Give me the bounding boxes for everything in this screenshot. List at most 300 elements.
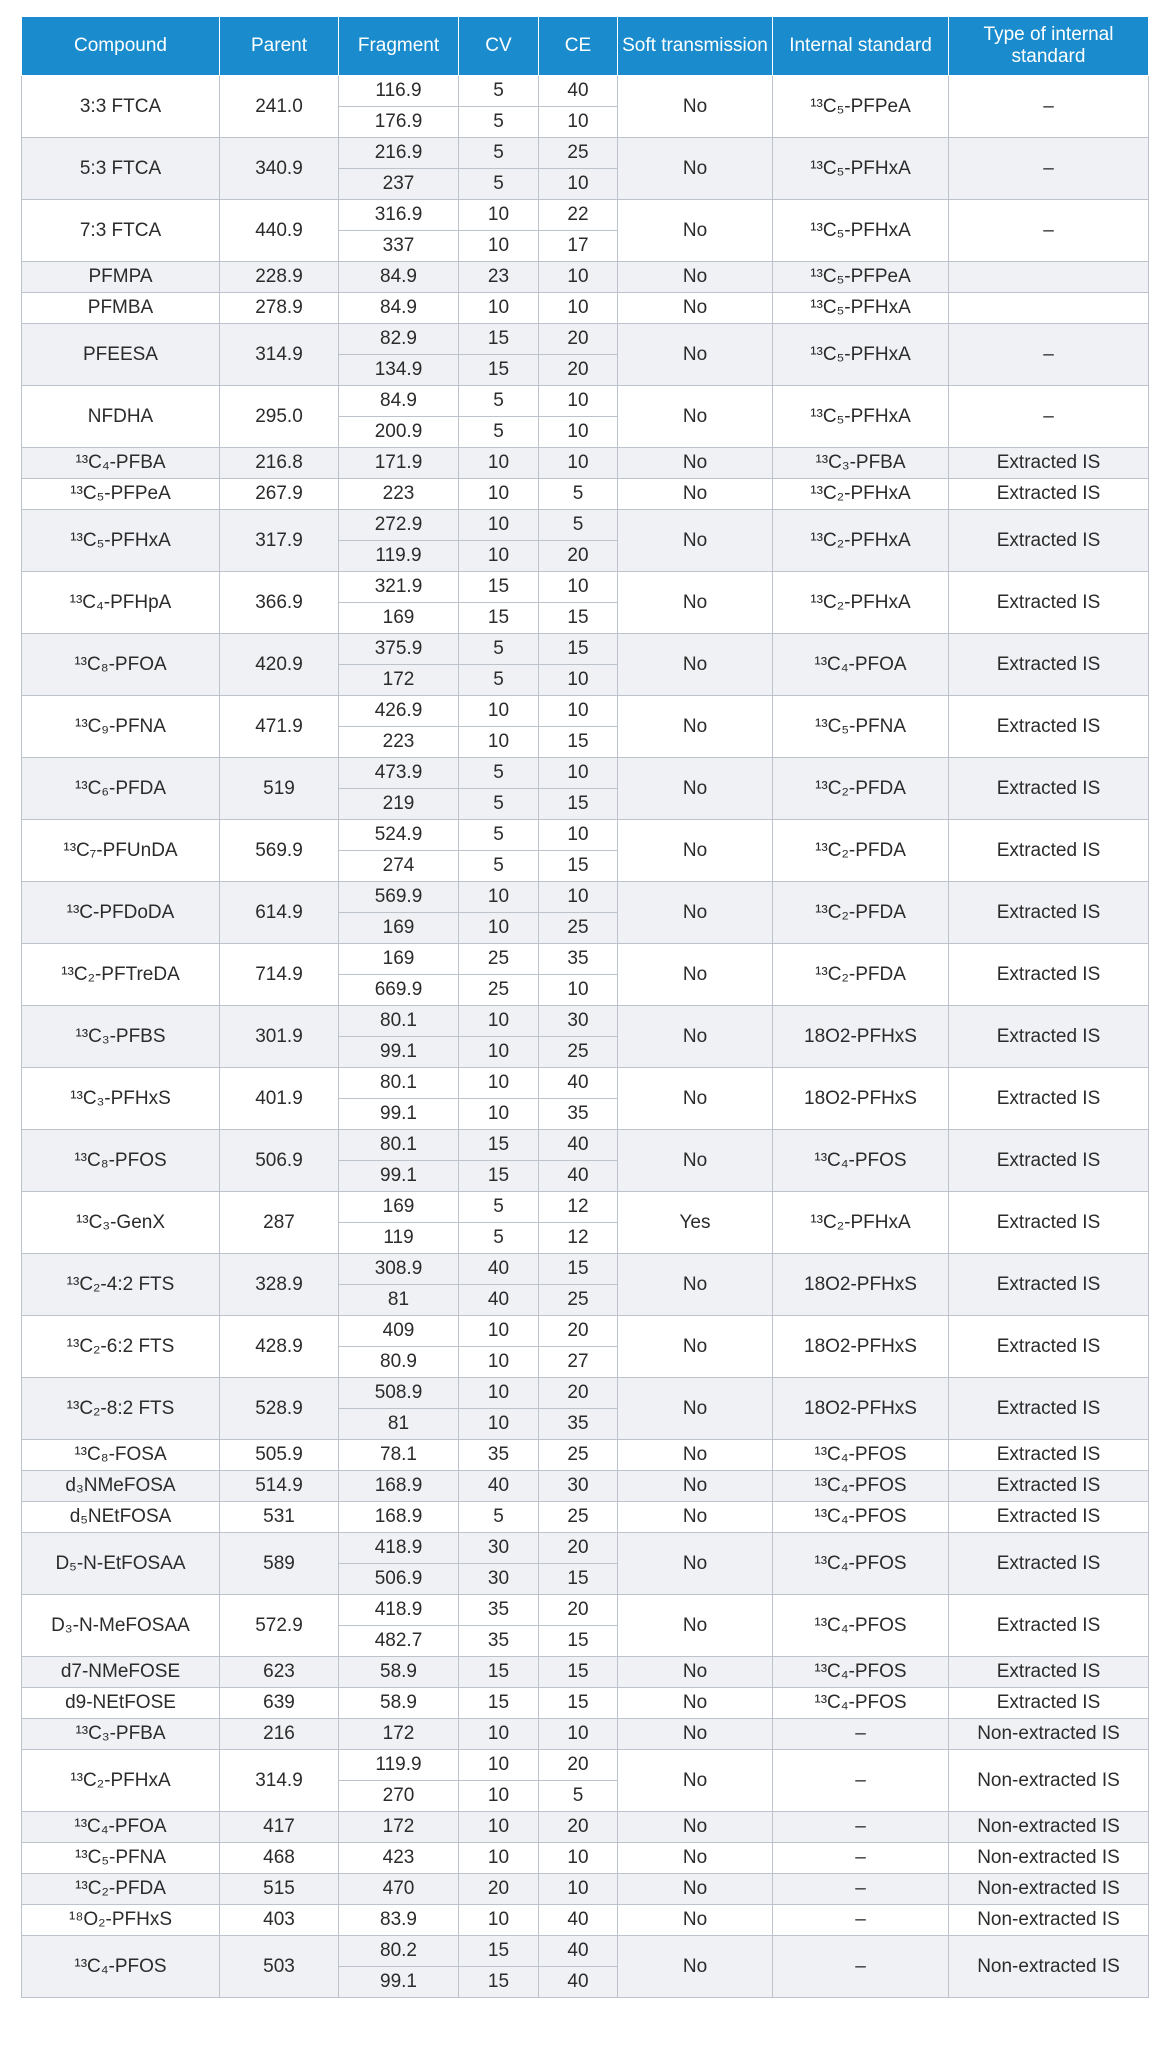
internal-standard-cell: ¹³C₄-PFOS bbox=[773, 1502, 949, 1533]
internal-standard-type-cell: – bbox=[949, 386, 1149, 448]
cv-cell: 15 bbox=[459, 1967, 539, 1998]
table-row bbox=[22, 76, 1149, 107]
internal-standard-cell: ¹³C₅-PFPeA bbox=[773, 76, 949, 138]
internal-standard-type-cell bbox=[949, 293, 1149, 324]
table-row bbox=[22, 262, 1149, 293]
table-row bbox=[22, 1316, 1149, 1347]
internal-standard-type-cell: Extracted IS bbox=[949, 1316, 1149, 1378]
fragment-cell: 508.9 bbox=[339, 1378, 459, 1409]
soft-transmission-cell: No bbox=[618, 944, 773, 1006]
internal-standard-type-cell: Extracted IS bbox=[949, 479, 1149, 510]
compound-cell: ¹³C₃-GenX bbox=[22, 1192, 220, 1254]
internal-standard-cell: ¹³C₂-PFDA bbox=[773, 758, 949, 820]
header-internal-standard: Internal standard bbox=[773, 17, 949, 76]
parent-cell: 569.9 bbox=[220, 820, 339, 882]
parent-cell: 468 bbox=[220, 1843, 339, 1874]
internal-standard-cell: ¹³C₂-PFHxA bbox=[773, 572, 949, 634]
ce-cell: 25 bbox=[539, 913, 618, 944]
soft-transmission-cell: No bbox=[618, 1812, 773, 1843]
cv-cell: 20 bbox=[459, 1874, 539, 1905]
table-row bbox=[22, 572, 1149, 603]
soft-transmission-cell: No bbox=[618, 1502, 773, 1533]
compound-cell: ¹³C₄-PFBA bbox=[22, 448, 220, 479]
cv-cell: 5 bbox=[459, 417, 539, 448]
fragment-cell: 270 bbox=[339, 1781, 459, 1812]
ce-cell: 30 bbox=[539, 1006, 618, 1037]
compound-cell: d₅NEtFOSA bbox=[22, 1502, 220, 1533]
internal-standard-type-cell: Extracted IS bbox=[949, 820, 1149, 882]
ce-cell: 10 bbox=[539, 417, 618, 448]
soft-transmission-cell: No bbox=[618, 262, 773, 293]
fragment-cell: 169 bbox=[339, 944, 459, 975]
table-row bbox=[22, 758, 1149, 789]
parent-cell: 267.9 bbox=[220, 479, 339, 510]
cv-cell: 5 bbox=[459, 758, 539, 789]
compound-cell: ¹³C₃-PFBA bbox=[22, 1719, 220, 1750]
compound-cell: PFEESA bbox=[22, 324, 220, 386]
table-row bbox=[22, 1595, 1149, 1626]
internal-standard-type-cell: Extracted IS bbox=[949, 448, 1149, 479]
fragment-cell: 99.1 bbox=[339, 1099, 459, 1130]
fragment-cell: 116.9 bbox=[339, 76, 459, 107]
ce-cell: 10 bbox=[539, 696, 618, 727]
table-row bbox=[22, 1719, 1149, 1750]
internal-standard-type-cell: Extracted IS bbox=[949, 1471, 1149, 1502]
cv-cell: 10 bbox=[459, 448, 539, 479]
ce-cell: 15 bbox=[539, 603, 618, 634]
cv-cell: 15 bbox=[459, 1936, 539, 1967]
compound-cell: 5:3 FTCA bbox=[22, 138, 220, 200]
ce-cell: 10 bbox=[539, 448, 618, 479]
cv-cell: 40 bbox=[459, 1285, 539, 1316]
parent-cell: 287 bbox=[220, 1192, 339, 1254]
parent-cell: 614.9 bbox=[220, 882, 339, 944]
cv-cell: 10 bbox=[459, 1812, 539, 1843]
ce-cell: 10 bbox=[539, 758, 618, 789]
soft-transmission-cell: No bbox=[618, 1533, 773, 1595]
compound-cell: PFMBA bbox=[22, 293, 220, 324]
fragment-cell: 321.9 bbox=[339, 572, 459, 603]
soft-transmission-cell: No bbox=[618, 510, 773, 572]
parent-cell: 440.9 bbox=[220, 200, 339, 262]
internal-standard-type-cell: Extracted IS bbox=[949, 1130, 1149, 1192]
ce-cell: 15 bbox=[539, 851, 618, 882]
parent-cell: 228.9 bbox=[220, 262, 339, 293]
soft-transmission-cell: No bbox=[618, 76, 773, 138]
parent-cell: 515 bbox=[220, 1874, 339, 1905]
compound-cell: ¹³C₄-PFHpA bbox=[22, 572, 220, 634]
table-row bbox=[22, 1254, 1149, 1285]
internal-standard-cell: – bbox=[773, 1905, 949, 1936]
soft-transmission-cell: No bbox=[618, 138, 773, 200]
cv-cell: 15 bbox=[459, 1161, 539, 1192]
cv-cell: 10 bbox=[459, 479, 539, 510]
ce-cell: 35 bbox=[539, 1099, 618, 1130]
internal-standard-cell: ¹³C₅-PFHxA bbox=[773, 324, 949, 386]
fragment-cell: 172 bbox=[339, 665, 459, 696]
fragment-cell: 58.9 bbox=[339, 1657, 459, 1688]
internal-standard-cell: ¹³C₂-PFDA bbox=[773, 882, 949, 944]
fragment-cell: 78.1 bbox=[339, 1440, 459, 1471]
compound-cell: ¹³C₆-PFDA bbox=[22, 758, 220, 820]
header-parent: Parent bbox=[220, 17, 339, 76]
compound-cell: ¹³C₂-PFHxA bbox=[22, 1750, 220, 1812]
cv-cell: 15 bbox=[459, 603, 539, 634]
fragment-cell: 80.9 bbox=[339, 1347, 459, 1378]
fragment-cell: 237 bbox=[339, 169, 459, 200]
ce-cell: 40 bbox=[539, 1967, 618, 1998]
ce-cell: 40 bbox=[539, 1068, 618, 1099]
parent-cell: 216.8 bbox=[220, 448, 339, 479]
fragment-cell: 272.9 bbox=[339, 510, 459, 541]
compound-cell: ¹³C₅-PFPeA bbox=[22, 479, 220, 510]
table-row bbox=[22, 696, 1149, 727]
internal-standard-cell: – bbox=[773, 1936, 949, 1998]
table-body bbox=[22, 76, 1149, 1998]
fragment-cell: 337 bbox=[339, 231, 459, 262]
ce-cell: 5 bbox=[539, 510, 618, 541]
soft-transmission-cell: Yes bbox=[618, 1192, 773, 1254]
ce-cell: 15 bbox=[539, 1564, 618, 1595]
ce-cell: 15 bbox=[539, 1688, 618, 1719]
cv-cell: 10 bbox=[459, 696, 539, 727]
header-type-of-internal-standard: Type of internal standard bbox=[949, 17, 1149, 76]
cv-cell: 35 bbox=[459, 1595, 539, 1626]
parent-cell: 589 bbox=[220, 1533, 339, 1595]
fragment-cell: 506.9 bbox=[339, 1564, 459, 1595]
fragment-cell: 409 bbox=[339, 1316, 459, 1347]
fragment-cell: 223 bbox=[339, 727, 459, 758]
parent-cell: 401.9 bbox=[220, 1068, 339, 1130]
fragment-cell: 84.9 bbox=[339, 386, 459, 417]
cv-cell: 15 bbox=[459, 572, 539, 603]
internal-standard-type-cell: Non-extracted IS bbox=[949, 1750, 1149, 1812]
compound-cell: NFDHA bbox=[22, 386, 220, 448]
soft-transmission-cell: No bbox=[618, 1068, 773, 1130]
parent-cell: 714.9 bbox=[220, 944, 339, 1006]
fragment-cell: 83.9 bbox=[339, 1905, 459, 1936]
fragment-cell: 81 bbox=[339, 1285, 459, 1316]
cv-cell: 5 bbox=[459, 76, 539, 107]
table-row bbox=[22, 1502, 1149, 1533]
table-row bbox=[22, 1068, 1149, 1099]
header-fragment: Fragment bbox=[339, 17, 459, 76]
internal-standard-cell: ¹³C₂-PFHxA bbox=[773, 1192, 949, 1254]
table-row bbox=[22, 293, 1149, 324]
soft-transmission-cell: No bbox=[618, 1595, 773, 1657]
cv-cell: 10 bbox=[459, 1068, 539, 1099]
internal-standard-cell: ¹³C₅-PFHxA bbox=[773, 293, 949, 324]
ce-cell: 10 bbox=[539, 572, 618, 603]
internal-standard-type-cell: Non-extracted IS bbox=[949, 1905, 1149, 1936]
soft-transmission-cell: No bbox=[618, 1688, 773, 1719]
ce-cell: 10 bbox=[539, 1874, 618, 1905]
cv-cell: 35 bbox=[459, 1440, 539, 1471]
ce-cell: 35 bbox=[539, 1409, 618, 1440]
fragment-cell: 216.9 bbox=[339, 138, 459, 169]
cv-cell: 25 bbox=[459, 944, 539, 975]
ce-cell: 20 bbox=[539, 1533, 618, 1564]
parent-cell: 317.9 bbox=[220, 510, 339, 572]
internal-standard-type-cell bbox=[949, 262, 1149, 293]
compound-cell: ¹³C₅-PFNA bbox=[22, 1843, 220, 1874]
internal-standard-type-cell: Non-extracted IS bbox=[949, 1874, 1149, 1905]
compound-cell: D₃-N-MeFOSAA bbox=[22, 1595, 220, 1657]
parent-cell: 505.9 bbox=[220, 1440, 339, 1471]
ce-cell: 20 bbox=[539, 1812, 618, 1843]
header-row bbox=[22, 17, 1149, 76]
cv-cell: 10 bbox=[459, 1099, 539, 1130]
internal-standard-type-cell: Extracted IS bbox=[949, 1378, 1149, 1440]
internal-standard-cell: – bbox=[773, 1750, 949, 1812]
internal-standard-type-cell: Extracted IS bbox=[949, 758, 1149, 820]
fragment-cell: 134.9 bbox=[339, 355, 459, 386]
fragment-cell: 219 bbox=[339, 789, 459, 820]
ce-cell: 10 bbox=[539, 882, 618, 913]
compound-cell: ¹³C₂-8:2 FTS bbox=[22, 1378, 220, 1440]
fragment-cell: 119 bbox=[339, 1223, 459, 1254]
internal-standard-cell: – bbox=[773, 1812, 949, 1843]
parent-cell: 301.9 bbox=[220, 1006, 339, 1068]
table-row bbox=[22, 882, 1149, 913]
fragment-cell: 99.1 bbox=[339, 1967, 459, 1998]
cv-cell: 10 bbox=[459, 1905, 539, 1936]
internal-standard-cell: ¹³C₂-PFHxA bbox=[773, 479, 949, 510]
ce-cell: 20 bbox=[539, 324, 618, 355]
fragment-cell: 172 bbox=[339, 1719, 459, 1750]
ce-cell: 25 bbox=[539, 1502, 618, 1533]
fragment-cell: 80.1 bbox=[339, 1068, 459, 1099]
internal-standard-cell: 18O2-PFHxS bbox=[773, 1254, 949, 1316]
fragment-cell: 99.1 bbox=[339, 1161, 459, 1192]
soft-transmission-cell: No bbox=[618, 820, 773, 882]
fragment-cell: 524.9 bbox=[339, 820, 459, 851]
fragment-cell: 168.9 bbox=[339, 1471, 459, 1502]
cv-cell: 10 bbox=[459, 1347, 539, 1378]
table-row bbox=[22, 1006, 1149, 1037]
fragment-cell: 84.9 bbox=[339, 293, 459, 324]
internal-standard-cell: ¹³C₃-PFBA bbox=[773, 448, 949, 479]
cv-cell: 15 bbox=[459, 1130, 539, 1161]
table-row bbox=[22, 138, 1149, 169]
internal-standard-cell: 18O2-PFHxS bbox=[773, 1006, 949, 1068]
cv-cell: 30 bbox=[459, 1533, 539, 1564]
compound-cell: ¹³C₂-6:2 FTS bbox=[22, 1316, 220, 1378]
cv-cell: 5 bbox=[459, 386, 539, 417]
parent-cell: 519 bbox=[220, 758, 339, 820]
internal-standard-type-cell: Extracted IS bbox=[949, 1068, 1149, 1130]
compound-cell: 3:3 FTCA bbox=[22, 76, 220, 138]
internal-standard-cell: ¹³C₅-PFNA bbox=[773, 696, 949, 758]
compound-cell: d7-NMeFOSE bbox=[22, 1657, 220, 1688]
cv-cell: 5 bbox=[459, 1502, 539, 1533]
fragment-cell: 80.2 bbox=[339, 1936, 459, 1967]
cv-cell: 5 bbox=[459, 1223, 539, 1254]
cv-cell: 15 bbox=[459, 355, 539, 386]
cv-cell: 10 bbox=[459, 1316, 539, 1347]
table-row bbox=[22, 1843, 1149, 1874]
compound-cell: ¹³C₈-PFOA bbox=[22, 634, 220, 696]
table-row bbox=[22, 1688, 1149, 1719]
cv-cell: 15 bbox=[459, 1657, 539, 1688]
internal-standard-type-cell: Extracted IS bbox=[949, 1502, 1149, 1533]
internal-standard-type-cell: Extracted IS bbox=[949, 1688, 1149, 1719]
cv-cell: 15 bbox=[459, 1688, 539, 1719]
parent-cell: 314.9 bbox=[220, 324, 339, 386]
internal-standard-type-cell: Extracted IS bbox=[949, 944, 1149, 1006]
soft-transmission-cell: No bbox=[618, 448, 773, 479]
compound-cell: ¹³C₈-FOSA bbox=[22, 1440, 220, 1471]
table-row bbox=[22, 1440, 1149, 1471]
internal-standard-cell: 18O2-PFHxS bbox=[773, 1068, 949, 1130]
cv-cell: 10 bbox=[459, 1006, 539, 1037]
cv-cell: 5 bbox=[459, 634, 539, 665]
ce-cell: 40 bbox=[539, 1905, 618, 1936]
parent-cell: 340.9 bbox=[220, 138, 339, 200]
parent-cell: 531 bbox=[220, 1502, 339, 1533]
soft-transmission-cell: No bbox=[618, 386, 773, 448]
parent-cell: 420.9 bbox=[220, 634, 339, 696]
fragment-cell: 80.1 bbox=[339, 1130, 459, 1161]
compound-cell: d₃NMeFOSA bbox=[22, 1471, 220, 1502]
cv-cell: 10 bbox=[459, 1378, 539, 1409]
ce-cell: 10 bbox=[539, 820, 618, 851]
fragment-cell: 316.9 bbox=[339, 200, 459, 231]
fragment-cell: 84.9 bbox=[339, 262, 459, 293]
cv-cell: 5 bbox=[459, 1192, 539, 1223]
parent-cell: 314.9 bbox=[220, 1750, 339, 1812]
ce-cell: 40 bbox=[539, 1936, 618, 1967]
cv-cell: 35 bbox=[459, 1626, 539, 1657]
cv-cell: 23 bbox=[459, 262, 539, 293]
compound-cell: ¹³C₅-PFHxA bbox=[22, 510, 220, 572]
ce-cell: 15 bbox=[539, 634, 618, 665]
internal-standard-type-cell: Non-extracted IS bbox=[949, 1719, 1149, 1750]
cv-cell: 25 bbox=[459, 975, 539, 1006]
internal-standard-type-cell: Non-extracted IS bbox=[949, 1843, 1149, 1874]
parent-cell: 403 bbox=[220, 1905, 339, 1936]
cv-cell: 30 bbox=[459, 1564, 539, 1595]
internal-standard-cell: ¹³C₅-PFPeA bbox=[773, 262, 949, 293]
internal-standard-type-cell: – bbox=[949, 200, 1149, 262]
internal-standard-cell: ¹³C₄-PFOS bbox=[773, 1657, 949, 1688]
internal-standard-cell: ¹³C₄-PFOS bbox=[773, 1688, 949, 1719]
table-row bbox=[22, 1130, 1149, 1161]
fragment-cell: 423 bbox=[339, 1843, 459, 1874]
internal-standard-type-cell: – bbox=[949, 324, 1149, 386]
compound-cell: d9-NEtFOSE bbox=[22, 1688, 220, 1719]
internal-standard-type-cell: – bbox=[949, 76, 1149, 138]
table-row bbox=[22, 944, 1149, 975]
internal-standard-type-cell: Extracted IS bbox=[949, 696, 1149, 758]
soft-transmission-cell: No bbox=[618, 1874, 773, 1905]
soft-transmission-cell: No bbox=[618, 1471, 773, 1502]
ce-cell: 10 bbox=[539, 262, 618, 293]
table-row bbox=[22, 448, 1149, 479]
ce-cell: 40 bbox=[539, 1130, 618, 1161]
compound-cell: 7:3 FTCA bbox=[22, 200, 220, 262]
internal-standard-type-cell: Extracted IS bbox=[949, 1657, 1149, 1688]
parent-cell: 503 bbox=[220, 1936, 339, 1998]
internal-standard-type-cell: Extracted IS bbox=[949, 1254, 1149, 1316]
internal-standard-cell: – bbox=[773, 1843, 949, 1874]
fragment-cell: 669.9 bbox=[339, 975, 459, 1006]
compound-cell: ¹³C₂-PFDA bbox=[22, 1874, 220, 1905]
internal-standard-cell: ¹³C₄-PFOS bbox=[773, 1533, 949, 1595]
fragment-cell: 482.7 bbox=[339, 1626, 459, 1657]
table-row bbox=[22, 324, 1149, 355]
header-cv: CV bbox=[459, 17, 539, 76]
cv-cell: 40 bbox=[459, 1471, 539, 1502]
ce-cell: 25 bbox=[539, 1285, 618, 1316]
ce-cell: 17 bbox=[539, 231, 618, 262]
ce-cell: 15 bbox=[539, 1254, 618, 1285]
soft-transmission-cell: No bbox=[618, 1316, 773, 1378]
table-container bbox=[21, 16, 1148, 1998]
soft-transmission-cell: No bbox=[618, 1657, 773, 1688]
table-row bbox=[22, 1812, 1149, 1843]
table-row bbox=[22, 386, 1149, 417]
internal-standard-cell: 18O2-PFHxS bbox=[773, 1316, 949, 1378]
table-row bbox=[22, 1192, 1149, 1223]
cv-cell: 10 bbox=[459, 913, 539, 944]
table-row bbox=[22, 820, 1149, 851]
fragment-cell: 274 bbox=[339, 851, 459, 882]
soft-transmission-cell: No bbox=[618, 1936, 773, 1998]
soft-transmission-cell: No bbox=[618, 634, 773, 696]
ce-cell: 12 bbox=[539, 1223, 618, 1254]
internal-standard-cell: ¹³C₅-PFHxA bbox=[773, 138, 949, 200]
ce-cell: 15 bbox=[539, 789, 618, 820]
ce-cell: 20 bbox=[539, 1595, 618, 1626]
internal-standard-cell: ¹³C₅-PFHxA bbox=[773, 200, 949, 262]
parent-cell: 278.9 bbox=[220, 293, 339, 324]
ce-cell: 20 bbox=[539, 355, 618, 386]
ce-cell: 25 bbox=[539, 1440, 618, 1471]
cv-cell: 10 bbox=[459, 1843, 539, 1874]
fragment-cell: 169 bbox=[339, 603, 459, 634]
soft-transmission-cell: No bbox=[618, 882, 773, 944]
fragment-cell: 223 bbox=[339, 479, 459, 510]
fragment-cell: 473.9 bbox=[339, 758, 459, 789]
parent-cell: 639 bbox=[220, 1688, 339, 1719]
soft-transmission-cell: No bbox=[618, 696, 773, 758]
soft-transmission-cell: No bbox=[618, 293, 773, 324]
soft-transmission-cell: No bbox=[618, 200, 773, 262]
table-row bbox=[22, 200, 1149, 231]
fragment-cell: 426.9 bbox=[339, 696, 459, 727]
compound-cell: ¹³C₂-4:2 FTS bbox=[22, 1254, 220, 1316]
ce-cell: 20 bbox=[539, 1316, 618, 1347]
cv-cell: 10 bbox=[459, 1037, 539, 1068]
ce-cell: 5 bbox=[539, 1781, 618, 1812]
internal-standard-type-cell: Extracted IS bbox=[949, 1595, 1149, 1657]
cv-cell: 5 bbox=[459, 169, 539, 200]
soft-transmission-cell: No bbox=[618, 479, 773, 510]
ce-cell: 12 bbox=[539, 1192, 618, 1223]
internal-standard-type-cell: Non-extracted IS bbox=[949, 1936, 1149, 1998]
compound-cell: ¹³C₃-PFHxS bbox=[22, 1068, 220, 1130]
table-row bbox=[22, 1378, 1149, 1409]
internal-standard-cell: ¹³C₄-PFOS bbox=[773, 1471, 949, 1502]
cv-cell: 40 bbox=[459, 1254, 539, 1285]
internal-standard-type-cell: Extracted IS bbox=[949, 572, 1149, 634]
fragment-cell: 99.1 bbox=[339, 1037, 459, 1068]
cv-cell: 10 bbox=[459, 541, 539, 572]
ce-cell: 20 bbox=[539, 1750, 618, 1781]
internal-standard-cell: ¹³C₄-PFOS bbox=[773, 1595, 949, 1657]
compound-cell: PFMPA bbox=[22, 262, 220, 293]
